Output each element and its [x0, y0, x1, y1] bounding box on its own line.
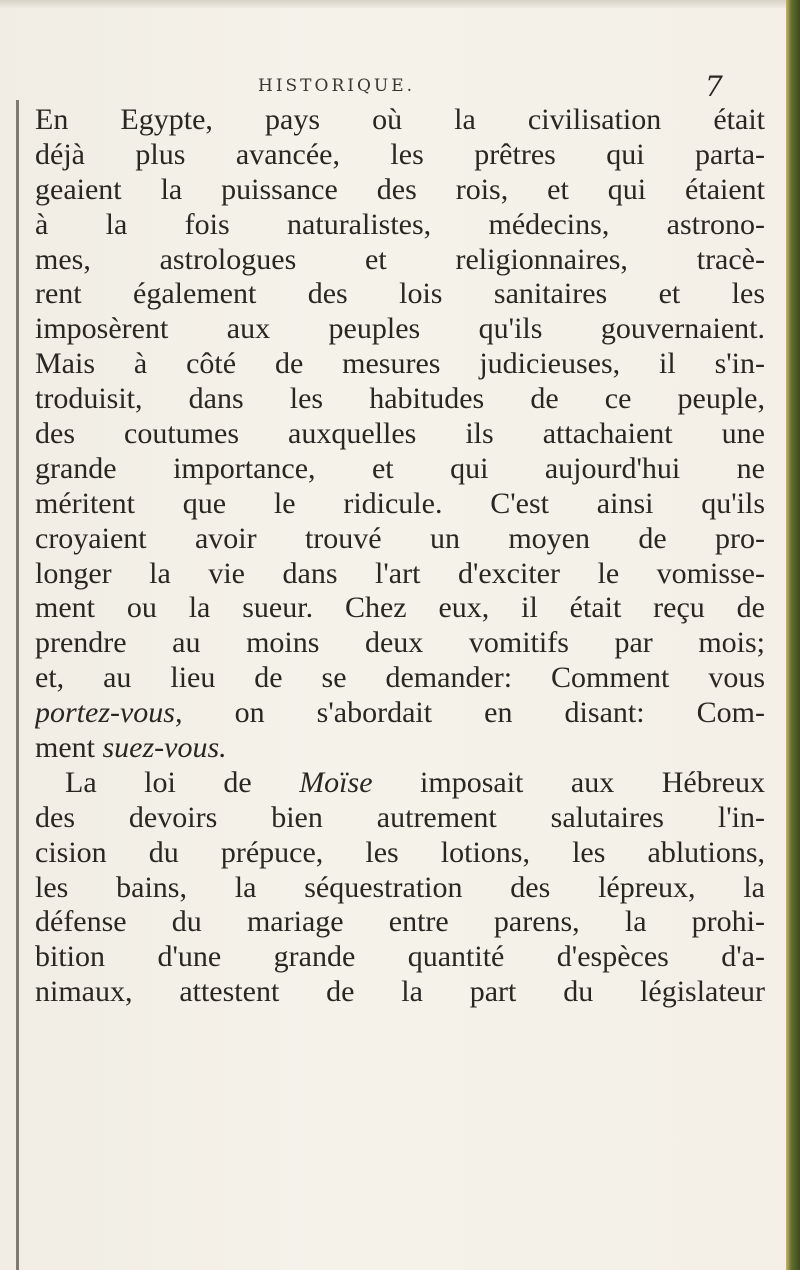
text-line: grande importance, et qui aujourd'hui ne — [35, 451, 765, 485]
text-line: Mais à côté de mesures judicieuses, il s'in- — [35, 347, 765, 381]
text-line: troduisit, dans les habitudes de ce peuple, — [35, 382, 765, 416]
text-line: et, au lieu de se demander: Comment vous — [35, 661, 765, 695]
paragraph-start — [35, 766, 765, 801]
text-line: rent également des lois sanitaires et les — [35, 277, 765, 311]
text-line: méritent que le ridicule. C'est ainsi qu'ils — [35, 486, 765, 520]
text-line: des coutumes auxquelles ils attachaient une — [35, 417, 765, 451]
text-line: longer la vie dans l'art d'exciter le vomisse- — [35, 556, 765, 590]
text-line: prendre au moins deux vomitifs par mois; — [35, 626, 765, 660]
text-line: déjà plus avancée, les prêtres qui parta- — [35, 137, 765, 171]
text-line: nimaux, attestent de la part du législateur — [35, 975, 765, 1009]
page-edge — [786, 0, 800, 1270]
text-line: En Egypte, pays où la civilisation était — [35, 103, 765, 136]
text-span: imposait aux Hébreux — [372, 765, 765, 799]
running-head: HISTORIQUE. — [258, 76, 416, 96]
text-line: cision du prépuce, les lotions, les ablutions, — [35, 835, 765, 869]
text-line: des devoirs bien autrement salutaires l'in- — [35, 800, 765, 834]
text-span: La loi de — [65, 765, 300, 799]
text-span: ment — [35, 731, 103, 765]
text-line: croyaient avoir trouvé un moyen de pro- — [35, 521, 765, 555]
page-number: 7 — [705, 70, 723, 103]
text-line — [35, 696, 765, 731]
text-span: on s'abordait en disant: Com- — [182, 696, 765, 730]
text-line: imposèrent aux peuples qu'ils gouvernaient. — [35, 312, 765, 346]
text-line: mes, astrologues et religionnaires, tracè- — [35, 242, 765, 276]
text-line: geaient la puissance des rois, et qui étaient — [35, 172, 765, 206]
text-line: à la fois naturalistes, médecins, astrono- — [35, 207, 765, 241]
text-line — [35, 731, 765, 766]
body-text — [35, 103, 765, 1010]
italic-name: Moïse — [299, 765, 373, 799]
text-line: défense du mariage entre parens, la prohi- — [35, 905, 765, 939]
top-shadow — [0, 0, 786, 8]
gutter-line — [16, 100, 19, 1270]
text-line: ment ou la sueur. Chez eux, il était reçu de — [35, 591, 765, 625]
text-line: les bains, la séquestration des lépreux, la — [35, 870, 765, 904]
text-line: bition d'une grande quantité d'espèces d'a- — [35, 940, 765, 974]
italic-phrase: suez-vous. — [102, 731, 227, 765]
italic-phrase: portez-vous, — [35, 696, 183, 730]
